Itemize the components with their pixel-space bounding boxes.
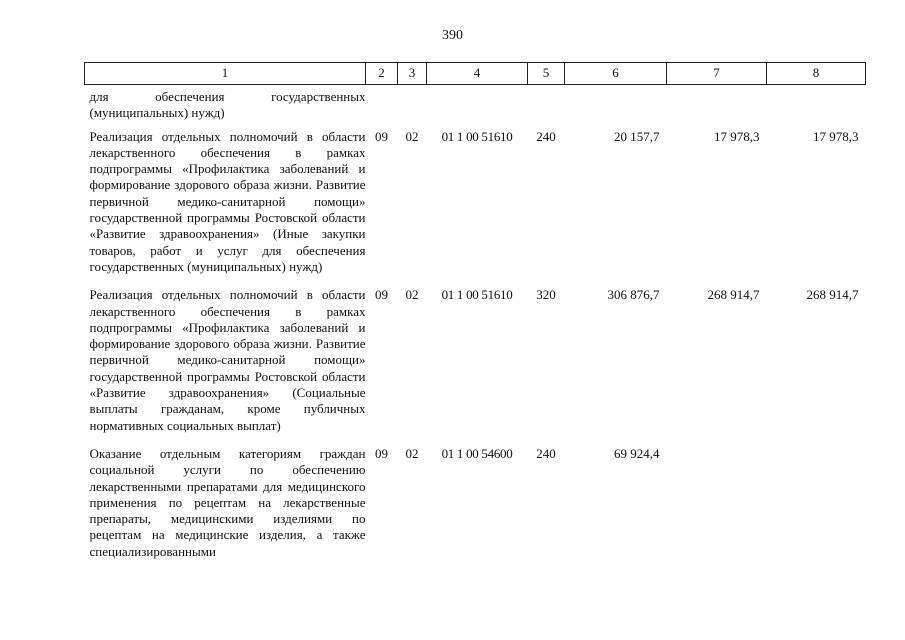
- row-rz: 09: [375, 445, 388, 461]
- row-vr: 320: [536, 287, 556, 303]
- table-row: [85, 125, 866, 284]
- header-col-4: 4: [427, 63, 528, 85]
- row-csr: 01 1 00 54600: [441, 445, 513, 461]
- row-value-1: 20 157,7: [614, 128, 660, 144]
- row-value-3: [767, 442, 866, 568]
- row-pr: 02: [405, 445, 419, 461]
- row-vr: 240: [536, 128, 556, 144]
- row-rz: [366, 85, 398, 125]
- row-value-2: 268 914,7: [707, 287, 760, 303]
- header-col-3: 3: [398, 63, 427, 85]
- header-col-7: 7: [667, 63, 767, 85]
- row-csr: 01 1 00 51610: [441, 128, 513, 144]
- row-rz: 09: [375, 287, 388, 303]
- row-vr: [528, 85, 565, 125]
- table-row: [85, 85, 866, 125]
- row-csr: 01 1 00 51610: [441, 287, 513, 303]
- row-description: Реализация отдельных полномочий в области лекарственного обеспечения в рамках подпрограммы «Профилактика заболеваний и формирование здорового образа жизни. Развитие первичной медико-санитарной помощи» государственной программы Ростовской области «Развитие здравоохранения» (Социальные выплаты гражданам, кроме публичных нормативных социальных выплат): [89, 287, 366, 433]
- row-value-3: 17 978,3: [813, 128, 859, 144]
- table-body: [85, 85, 866, 569]
- budget-table: [84, 62, 866, 568]
- row-value-3: [767, 85, 866, 125]
- row-value-2: [667, 85, 767, 125]
- row-value-1: [565, 85, 667, 125]
- header-col-2: 2: [366, 63, 398, 85]
- row-pr: 02: [405, 128, 419, 144]
- row-description: для обеспечения государственных (муниципальных) нужд): [89, 89, 366, 121]
- row-vr: 240: [536, 445, 556, 461]
- row-description: Реализация отдельных полномочий в области лекарственного обеспечения в рамках подпрограммы «Профилактика заболеваний и формирование здорового образа жизни. Развитие первичной медико-санитарной помощи» государственной программы Ростовской области «Развитие здравоохранения» (Иные закупки товаров, работ и услуг для обеспечения государственных (муниципальных) нужд): [89, 128, 366, 274]
- table-row: [85, 442, 866, 568]
- table-header: [85, 63, 866, 85]
- row-csr: [427, 85, 528, 125]
- header-col-5: 5: [528, 63, 565, 85]
- row-value-1: 69 924,4: [614, 445, 660, 461]
- header-col-8: 8: [767, 63, 866, 85]
- page-number: 390: [442, 28, 463, 43]
- row-rz: 09: [375, 128, 388, 144]
- row-pr: [398, 85, 427, 125]
- row-value-3: 268 914,7: [806, 287, 859, 303]
- row-description: Оказание отдельным категориям граждан социальной услуги по обеспечению лекарственными препаратами для медицинского применения по рецептам на лекарственные препараты, медицинскими изделиями по рецептам на медицинские изделия, а также специализированными: [89, 445, 366, 559]
- header-row: [85, 63, 866, 85]
- header-col-6: 6: [565, 63, 667, 85]
- row-pr: 02: [405, 287, 419, 303]
- row-value-2: [667, 442, 767, 568]
- row-value-1: 306 876,7: [607, 287, 660, 303]
- row-value-2: 17 978,3: [714, 128, 760, 144]
- header-col-1: 1: [85, 63, 366, 85]
- table-row: [85, 283, 866, 442]
